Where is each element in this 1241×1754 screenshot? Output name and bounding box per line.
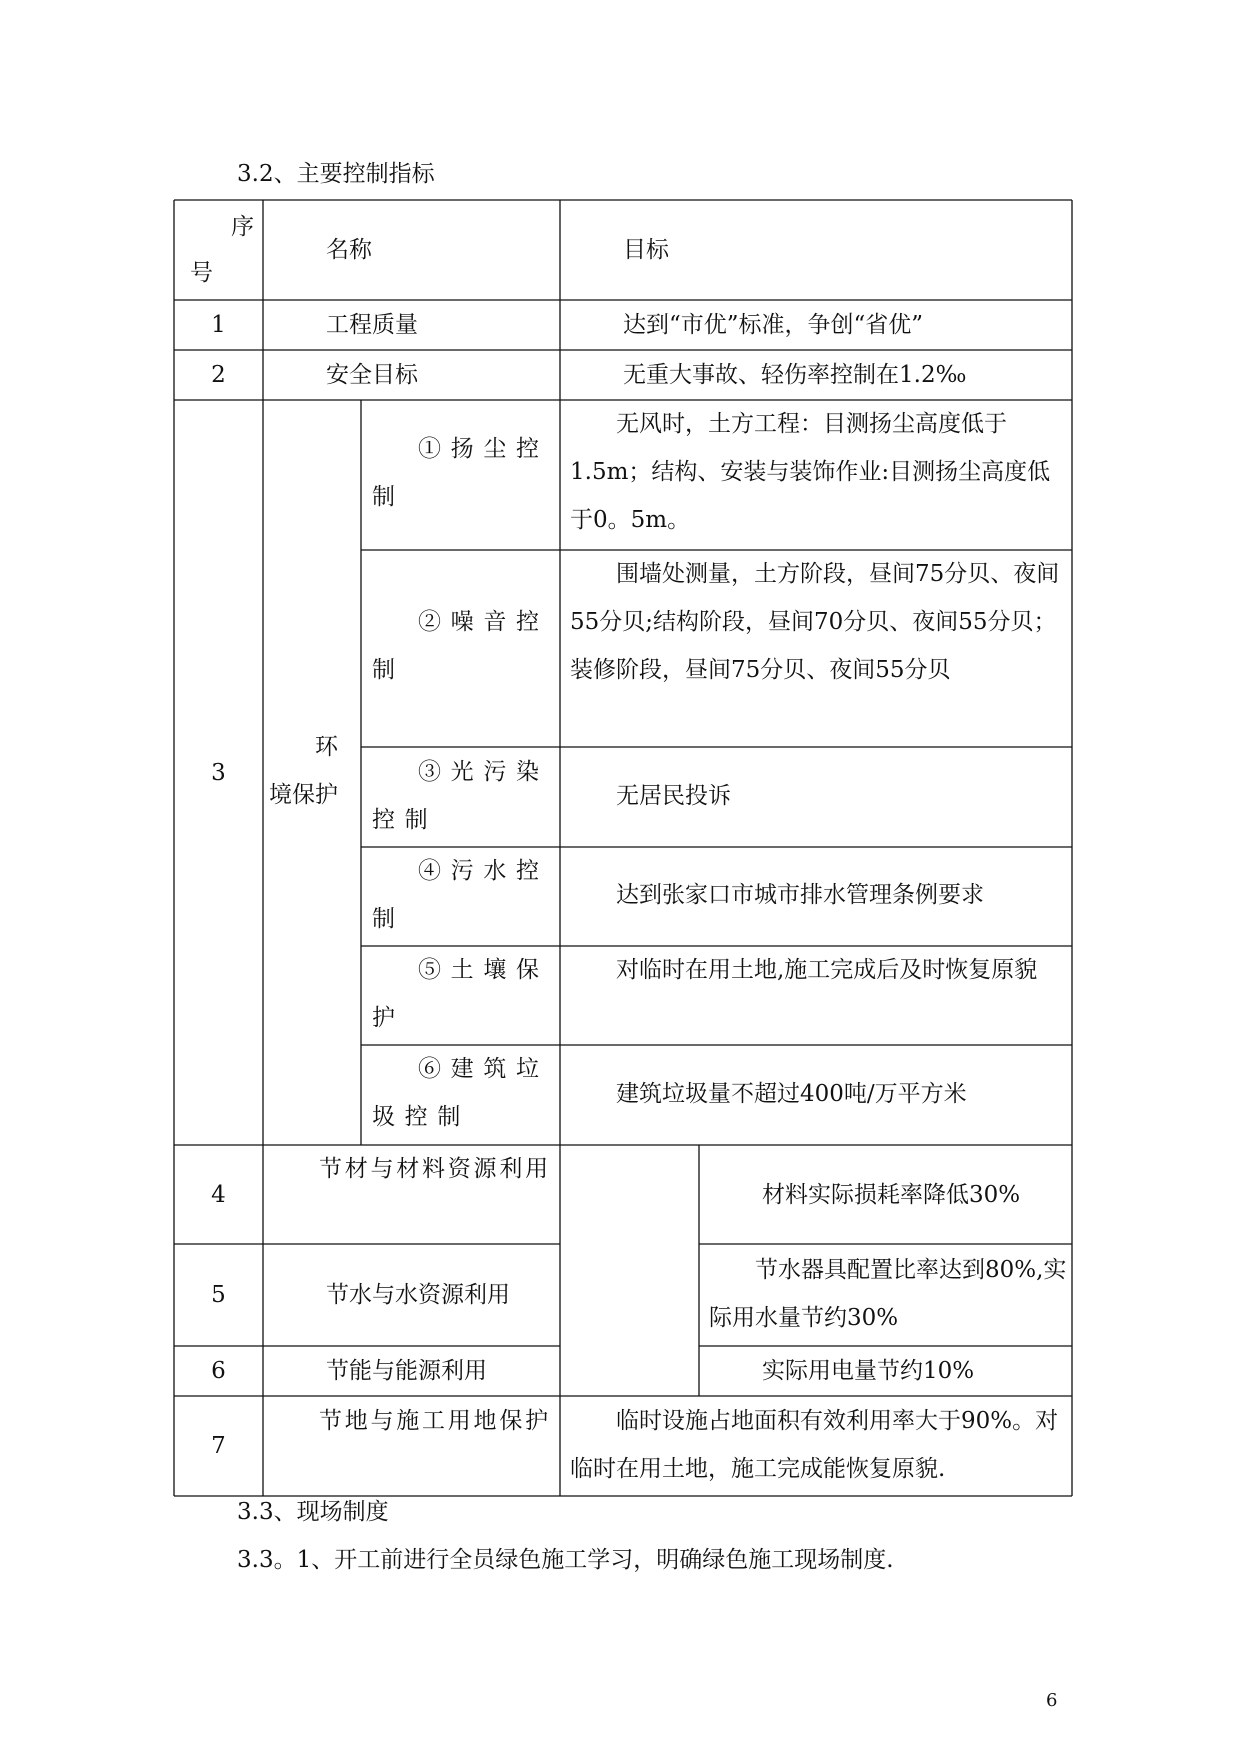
row-5-number: 5 — [211, 1282, 226, 1308]
sub-2-name: ②噪音控制 — [372, 609, 549, 683]
row-6-target: 实际用电量节约10% — [762, 1358, 975, 1384]
row-6-name: 节能与能源利用 — [326, 1358, 487, 1384]
row-7-target: 临时设施占地面积有效利用率大于90%。对临时在用土地，施工完成能恢复原貌. — [570, 1408, 1059, 1482]
row-3-name — [269, 723, 357, 819]
header-number-part2: 号 — [190, 260, 213, 286]
row-2-name: 安全目标 — [326, 362, 418, 388]
sub-3-name: ③光污染控制 — [372, 759, 549, 833]
header-number — [190, 204, 260, 296]
row-4-number: 4 — [211, 1182, 226, 1208]
row-4-target: 材料实际损耗率降低30% — [762, 1182, 1021, 1208]
sub-2-target: 围墙处测量，土方阶段，昼间75分贝、夜间55分贝;结构阶段，昼间70分贝、夜间55分贝；装修阶段，昼间75分贝、夜间55分贝 — [570, 561, 1060, 683]
row-7-number: 7 — [211, 1433, 226, 1459]
row-1-name: 工程质量 — [326, 312, 418, 338]
header-name: 名称 — [326, 237, 372, 263]
sub-3-target: 无居民投诉 — [616, 783, 731, 809]
row-3-name-text: 环境保护 — [269, 734, 338, 808]
section-heading-3-3: 3.3、现场制度 — [237, 1499, 389, 1525]
row-1-number: 1 — [211, 312, 226, 338]
row-4-name: 节材与材料资源利用 — [319, 1156, 551, 1182]
sub-5-name: ⑤土壤保护 — [372, 957, 549, 1031]
sub-6-target: 建筑垃圾量不超过400吨/万平方米 — [616, 1081, 967, 1107]
section-heading-3-2: 3.2、主要控制指标 — [237, 161, 435, 187]
header-target: 目标 — [623, 237, 669, 263]
sub-4-target: 达到张家口市城市排水管理条例要求 — [616, 882, 984, 908]
row-2-target: 无重大事故、轻伤率控制在1.2‰ — [623, 362, 967, 388]
row-1-target: 达到“市优”标准，争创“省优” — [623, 312, 924, 338]
sub-4-name: ④污水控制 — [372, 858, 549, 932]
row-6-number: 6 — [211, 1358, 226, 1384]
sub-5-target: 对临时在用土地,施工完成后及时恢复原貌 — [616, 957, 1038, 983]
row-5-target: 节水器具配置比率达到80%,实际用水量节约30% — [709, 1257, 1067, 1331]
header-number-part1: 序 — [231, 214, 254, 240]
row-7-name: 节地与施工用地保护 — [319, 1408, 551, 1434]
row-2-number: 2 — [211, 362, 226, 388]
sub-1-name: ①扬尘控制 — [372, 436, 549, 510]
sub-6-name: ⑥建筑垃圾控制 — [372, 1056, 549, 1130]
sub-1-target: 无风时，土方工程：目测扬尘高度低于1.5m；结构、安装与装饰作业:目测扬尘高度低于0。5m。 — [570, 411, 1051, 533]
row-5-name: 节水与水资源利用 — [326, 1282, 510, 1308]
row-3-number: 3 — [211, 760, 226, 786]
page-number: 6 — [1046, 1690, 1058, 1711]
section-3-3-1-paragraph: 3.3。1、开工前进行全员绿色施工学习，明确绿色施工现场制度. — [237, 1547, 894, 1573]
